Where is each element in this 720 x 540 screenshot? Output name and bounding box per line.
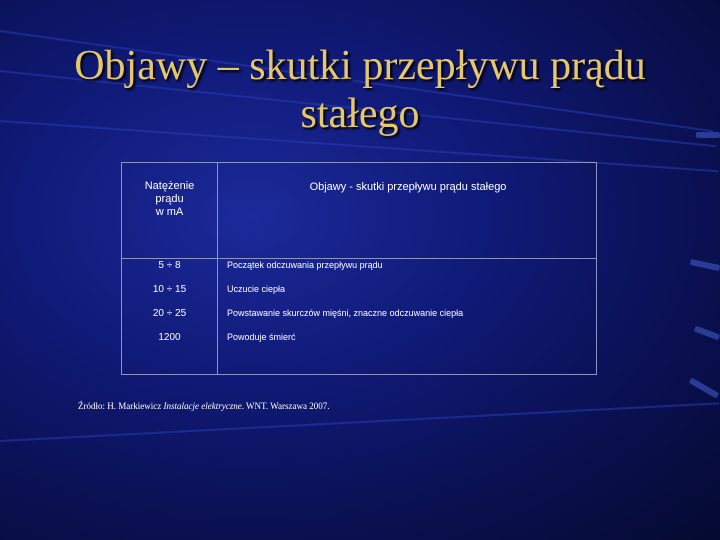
slide-title-line-1: Objawy – skutki przepływu prądu [74, 43, 646, 89]
cell-effect: Powstawanie skurczów mięśni, znaczne odczuwanie ciepła [227, 308, 464, 318]
decorative-dash [690, 259, 720, 271]
table-row [122, 284, 596, 304]
table-row [122, 308, 596, 328]
decorative-dash [689, 377, 720, 398]
header-current-line-2: prądu [155, 193, 184, 205]
table-row [122, 332, 596, 352]
header-current-line-1: Natężenie [144, 180, 195, 192]
slide-title-line-2: stałego [300, 91, 420, 137]
cell-effect: Uczucie ciepła [227, 284, 286, 294]
decorative-dash [694, 326, 720, 341]
slide-title [40, 42, 680, 138]
effects-table [121, 162, 597, 375]
table-row [122, 260, 596, 280]
cell-effect: Początek odczuwania przepływu prądu [227, 260, 383, 270]
cell-current: 5 ÷ 8 [158, 260, 181, 271]
table-header-divider [122, 258, 596, 259]
cell-effect: Powoduje śmierć [227, 332, 296, 342]
cell-current: 10 ÷ 15 [152, 284, 187, 295]
source-prefix: Źródło: H. Markiewicz [78, 401, 164, 411]
cell-current: 20 ÷ 25 [152, 308, 187, 319]
decorative-dash [696, 132, 720, 138]
source-note [78, 401, 329, 411]
header-effects: Objawy - skutki przepływu prądu stałego [309, 181, 507, 193]
cell-current: 1200 [158, 332, 181, 343]
header-current [122, 180, 217, 219]
header-current-line-3: w mA [155, 206, 184, 218]
source-book-title: Instalacje elektryczne [163, 401, 242, 411]
source-suffix: . WNT. Warszawa 2007. [241, 401, 330, 411]
